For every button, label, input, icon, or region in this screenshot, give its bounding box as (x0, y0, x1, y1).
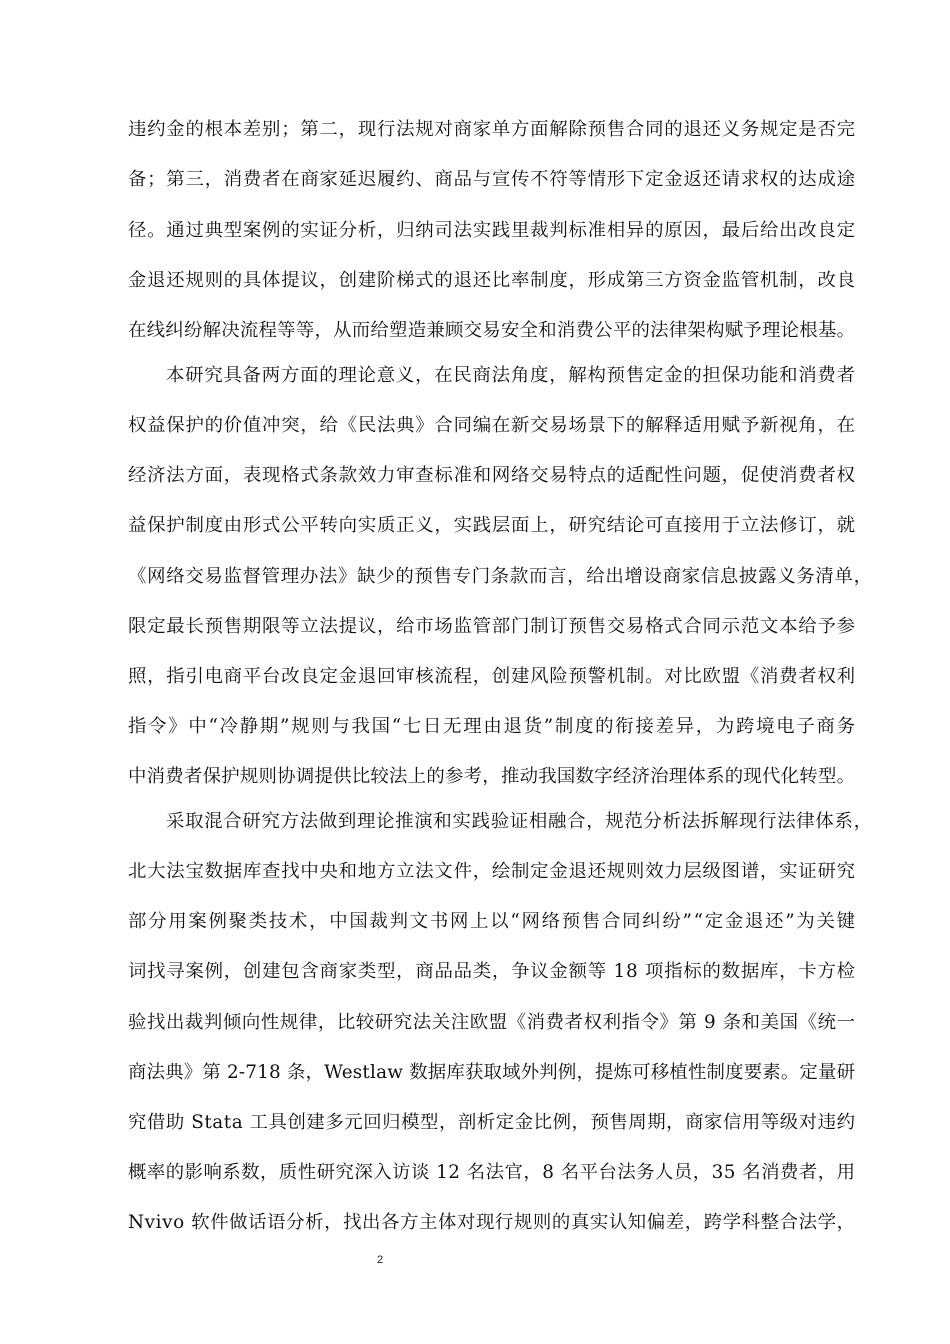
paragraph-line: 词找寻案例，创建包含商家类型，商品品类，争议金额等 18 项指标的数据库，卡方检 (128, 961, 856, 982)
paragraph-line: 经济法方面，表现格式条款效力审查标准和网络交易特点的适配性问题，促使消费者权 (128, 465, 856, 486)
paragraph-line: 权益保护的价值冲突，给《民法典》合同编在新交易场景下的解释适用赋予新视角，在 (128, 415, 856, 436)
paragraph-line: 采取混合研究方法做到理论推演和实践验证相融合，规范分析法拆解现行法律体系， (166, 811, 873, 832)
paragraph-line: 本研究具备两方面的理论意义，在民商法角度，解构预售定金的担保功能和消费者 (166, 365, 856, 386)
paragraph-line: Nvivo 软件做话语分析，找出各方主体对现行规则的真实认知偏差，跨学科整合法学， (128, 1212, 856, 1233)
paragraph-line: 部分用案例聚类技术，中国裁判文书网上以“网络预售合同纠纷”“定金退还”为关键 (128, 911, 857, 932)
paragraph-line: 验找出裁判倾向性规律，比较研究法关注欧盟《消费者权利指令》第 9 条和美国《统一 (128, 1012, 856, 1033)
paragraph-line: 金退还规则的具体提议，创建阶梯式的退还比率制度，形成第三方资金监管机制，改良 (128, 270, 856, 291)
paragraph-line: 商法典》第 2-718 条，Westlaw 数据库获取域外判例，提炼可移植性制度要素。定量研 (128, 1062, 856, 1083)
paragraph-line: 备；第三，消费者在商家延迟履约、商品与宣传不符等情形下定金返还请求权的达成途 (128, 169, 856, 190)
paragraph-line: 《网络交易监督管理办法》缺少的预售专门条款而言，给出增设商家信息披露义务清单， (128, 566, 873, 587)
paragraph-line: 北大法宝数据库查找中央和地方立法文件，绘制定金退还规则效力层级图谱，实证研究 (128, 861, 856, 882)
paragraph-line: 违约金的根本差别；第二，现行法规对商家单方面解除预售合同的退还义务规定是否完 (128, 119, 856, 140)
paragraph-line: 径。通过典型案例的实证分析，归纳司法实践里裁判标准相异的原因，最后给出改良定 (128, 220, 856, 241)
paragraph-line: 概率的影响系数，质性研究深入访谈 12 名法官，8 名平台法务人员，35 名消费者，用 (128, 1162, 856, 1183)
paragraph-line: 在线纠纷解决流程等等，从而给塑造兼顾交易安全和消费公平的法律架构赋予理论根基。 (128, 320, 856, 341)
paragraph-line: 中消费者保护规则协调提供比较法上的参考，推动我国数字经济治理体系的现代化转型。 (128, 766, 856, 787)
paragraph-line: 究借助 Stata 工具创建多元回归模型，剖析定金比例，预售周期，商家信用等级对违约 (128, 1112, 856, 1133)
paragraph-line: 指令》中“冷静期”规则与我国“七日无理由退货”制度的衔接差异，为跨境电子商务 (128, 716, 857, 737)
page-number: 2 (376, 1254, 384, 1266)
paragraph-line: 益保护制度由形式公平转向实质正义，实践层面上，研究结论可直接用于立法修订，就 (128, 515, 856, 536)
paragraph-line: 照，指引电商平台改良定金退回审核流程，创建风险预警机制。对比欧盟《消费者权利 (128, 666, 856, 687)
paragraph-line: 限定最长预售期限等立法提议，给市场监管部门制订预售交易格式合同示范文本给予参 (128, 616, 856, 637)
